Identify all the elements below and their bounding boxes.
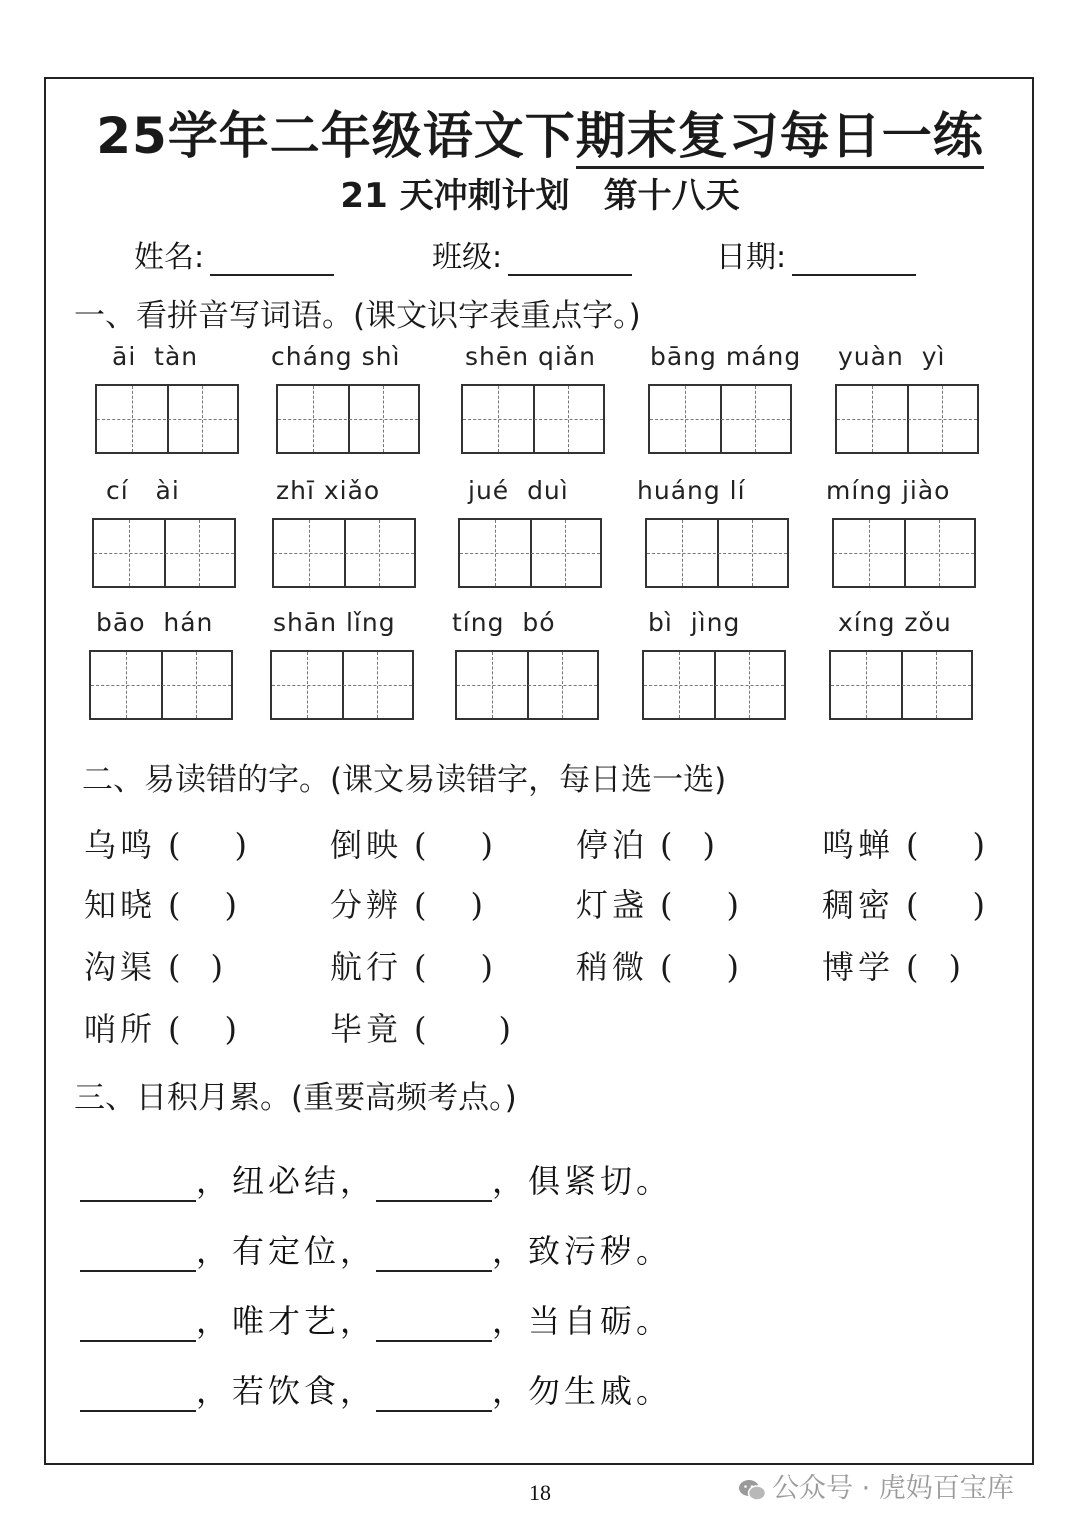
- writing-grid[interactable]: [829, 650, 973, 720]
- open-paren: (: [414, 948, 427, 986]
- writing-grid[interactable]: [458, 518, 602, 588]
- reading-item[interactable]: [330, 880, 483, 926]
- word: 灯盏: [576, 886, 649, 924]
- fill-in-line: [80, 1366, 672, 1412]
- open-paren: (: [906, 826, 919, 864]
- word: 鸣蝉: [822, 826, 895, 864]
- blank[interactable]: [376, 1170, 492, 1202]
- name-field[interactable]: [134, 232, 334, 276]
- fill-in-line: [80, 1156, 672, 1202]
- close-paren: ): [470, 886, 483, 924]
- phrase: ，有定位，: [196, 1232, 377, 1270]
- phrase: ，勿生戚。: [492, 1372, 673, 1410]
- blank[interactable]: [376, 1310, 492, 1342]
- word: 航行: [330, 948, 403, 986]
- wechat-icon: [738, 1479, 766, 1501]
- open-paren: (: [168, 826, 181, 864]
- date-blank[interactable]: [792, 244, 916, 276]
- pinyin-label: yuàn yì: [838, 342, 946, 371]
- pinyin-label: zhī xiǎo: [276, 476, 381, 505]
- fill-in-line: [80, 1296, 672, 1342]
- open-paren: (: [906, 948, 919, 986]
- pinyin-label: shān lǐng: [273, 608, 396, 637]
- word: 知晓: [84, 886, 157, 924]
- close-paren: ): [480, 826, 493, 864]
- word: 哨所: [84, 1010, 157, 1048]
- reading-item[interactable]: [822, 820, 985, 866]
- reading-item[interactable]: [822, 880, 985, 926]
- close-paren: ): [234, 826, 247, 864]
- section1-heading: 一、看拼音写词语。(课文识字表重点字。): [74, 298, 641, 334]
- writing-grid[interactable]: [461, 384, 605, 454]
- pinyin-label: shēn qiǎn: [465, 342, 597, 371]
- name-blank[interactable]: [210, 244, 334, 276]
- phrase: ，唯才艺，: [196, 1302, 377, 1340]
- pinyin-label: xíng zǒu: [838, 608, 952, 637]
- phrase: ，致污秽。: [492, 1232, 673, 1270]
- open-paren: (: [660, 948, 673, 986]
- pinyin-label: bāng máng: [650, 342, 802, 371]
- blank[interactable]: [80, 1240, 196, 1272]
- word: 博学: [822, 948, 895, 986]
- open-paren: (: [660, 826, 673, 864]
- word: 倒映: [330, 826, 403, 864]
- word: 乌鸣: [84, 826, 157, 864]
- writing-grid[interactable]: [832, 518, 976, 588]
- reading-item[interactable]: [84, 942, 223, 988]
- word: 稍微: [576, 948, 649, 986]
- pinyin-label: jué duì: [468, 476, 569, 505]
- reading-item[interactable]: [330, 942, 493, 988]
- pinyin-label: tíng bó: [452, 608, 556, 637]
- open-paren: (: [906, 886, 919, 924]
- subtitle-plan: 21 天冲刺计划: [340, 176, 570, 216]
- blank[interactable]: [80, 1380, 196, 1412]
- open-paren: (: [168, 886, 181, 924]
- phrase: ，俱紧切。: [492, 1162, 673, 1200]
- reading-item[interactable]: [576, 942, 739, 988]
- open-paren: (: [414, 826, 427, 864]
- pinyin-label: bì jìng: [648, 608, 741, 637]
- date-label: 日期:: [716, 240, 787, 275]
- writing-grid[interactable]: [642, 650, 786, 720]
- close-paren: ): [972, 886, 985, 924]
- close-paren: ): [948, 948, 961, 986]
- pinyin-label: míng jiào: [826, 476, 951, 505]
- title-part-a: 25学年二年级语文下: [96, 107, 576, 165]
- blank[interactable]: [376, 1380, 492, 1412]
- close-paren: ): [224, 1010, 237, 1048]
- word: 稠密: [822, 886, 895, 924]
- blank[interactable]: [80, 1310, 196, 1342]
- close-paren: ): [726, 948, 739, 986]
- watermark-text: 公众号 · 虎妈百宝库: [772, 1473, 1014, 1504]
- writing-grid[interactable]: [272, 518, 416, 588]
- class-blank[interactable]: [508, 244, 632, 276]
- reading-item[interactable]: [84, 820, 247, 866]
- close-paren: ): [224, 886, 237, 924]
- open-paren: (: [168, 948, 181, 986]
- subtitle-day: 第十八天: [603, 176, 740, 216]
- close-paren: ): [972, 826, 985, 864]
- close-paren: ): [726, 886, 739, 924]
- writing-grid[interactable]: [835, 384, 979, 454]
- open-paren: (: [414, 886, 427, 924]
- watermark: [738, 1466, 1014, 1505]
- phrase: ，纽必结，: [196, 1162, 377, 1200]
- close-paren: ): [480, 948, 493, 986]
- word: 毕竟: [330, 1010, 403, 1048]
- writing-grid[interactable]: [276, 384, 420, 454]
- writing-grid[interactable]: [92, 518, 236, 588]
- word: 沟渠: [84, 948, 157, 986]
- class-label: 班级:: [432, 240, 503, 275]
- blank[interactable]: [376, 1240, 492, 1272]
- blank[interactable]: [80, 1170, 196, 1202]
- reading-item[interactable]: [330, 1004, 511, 1050]
- title-part-b: 期末复习每日一练: [576, 107, 984, 169]
- writing-grid[interactable]: [95, 384, 239, 454]
- close-paren: ): [498, 1010, 511, 1048]
- phrase: ，当自砺。: [492, 1302, 673, 1340]
- reading-item[interactable]: [822, 942, 961, 988]
- pinyin-label: āi tàn: [112, 342, 199, 371]
- reading-item[interactable]: [576, 880, 739, 926]
- pinyin-label: huáng lí: [637, 476, 746, 505]
- page-subtitle: [0, 168, 1080, 217]
- close-paren: ): [210, 948, 223, 986]
- open-paren: (: [414, 1010, 427, 1048]
- open-paren: (: [660, 886, 673, 924]
- word: 停泊: [576, 826, 649, 864]
- page-number: 18: [529, 1480, 551, 1505]
- reading-item[interactable]: [84, 1004, 237, 1050]
- reading-item[interactable]: [576, 820, 715, 866]
- reading-item[interactable]: [84, 880, 237, 926]
- writing-grid[interactable]: [89, 650, 233, 720]
- fill-in-line: [80, 1226, 672, 1272]
- page-title: [0, 96, 1080, 168]
- pinyin-label: bāo hán: [96, 608, 214, 637]
- writing-grid[interactable]: [455, 650, 599, 720]
- section2-heading: 二、易读错的字。(课文易读错字，每日选一选): [82, 762, 727, 798]
- name-label: 姓名:: [134, 240, 205, 275]
- class-field[interactable]: [432, 232, 632, 276]
- close-paren: ): [702, 826, 715, 864]
- pinyin-label: cí ài: [106, 476, 180, 505]
- date-field[interactable]: [716, 232, 916, 276]
- reading-item[interactable]: [330, 820, 493, 866]
- phrase: ，若饮食，: [196, 1372, 377, 1410]
- pinyin-label: cháng shì: [271, 342, 401, 371]
- writing-grid[interactable]: [645, 518, 789, 588]
- section3-heading: 三、日积月累。(重要高频考点。): [74, 1080, 517, 1116]
- open-paren: (: [168, 1010, 181, 1048]
- writing-grid[interactable]: [648, 384, 792, 454]
- writing-grid[interactable]: [270, 650, 414, 720]
- word: 分辨: [330, 886, 403, 924]
